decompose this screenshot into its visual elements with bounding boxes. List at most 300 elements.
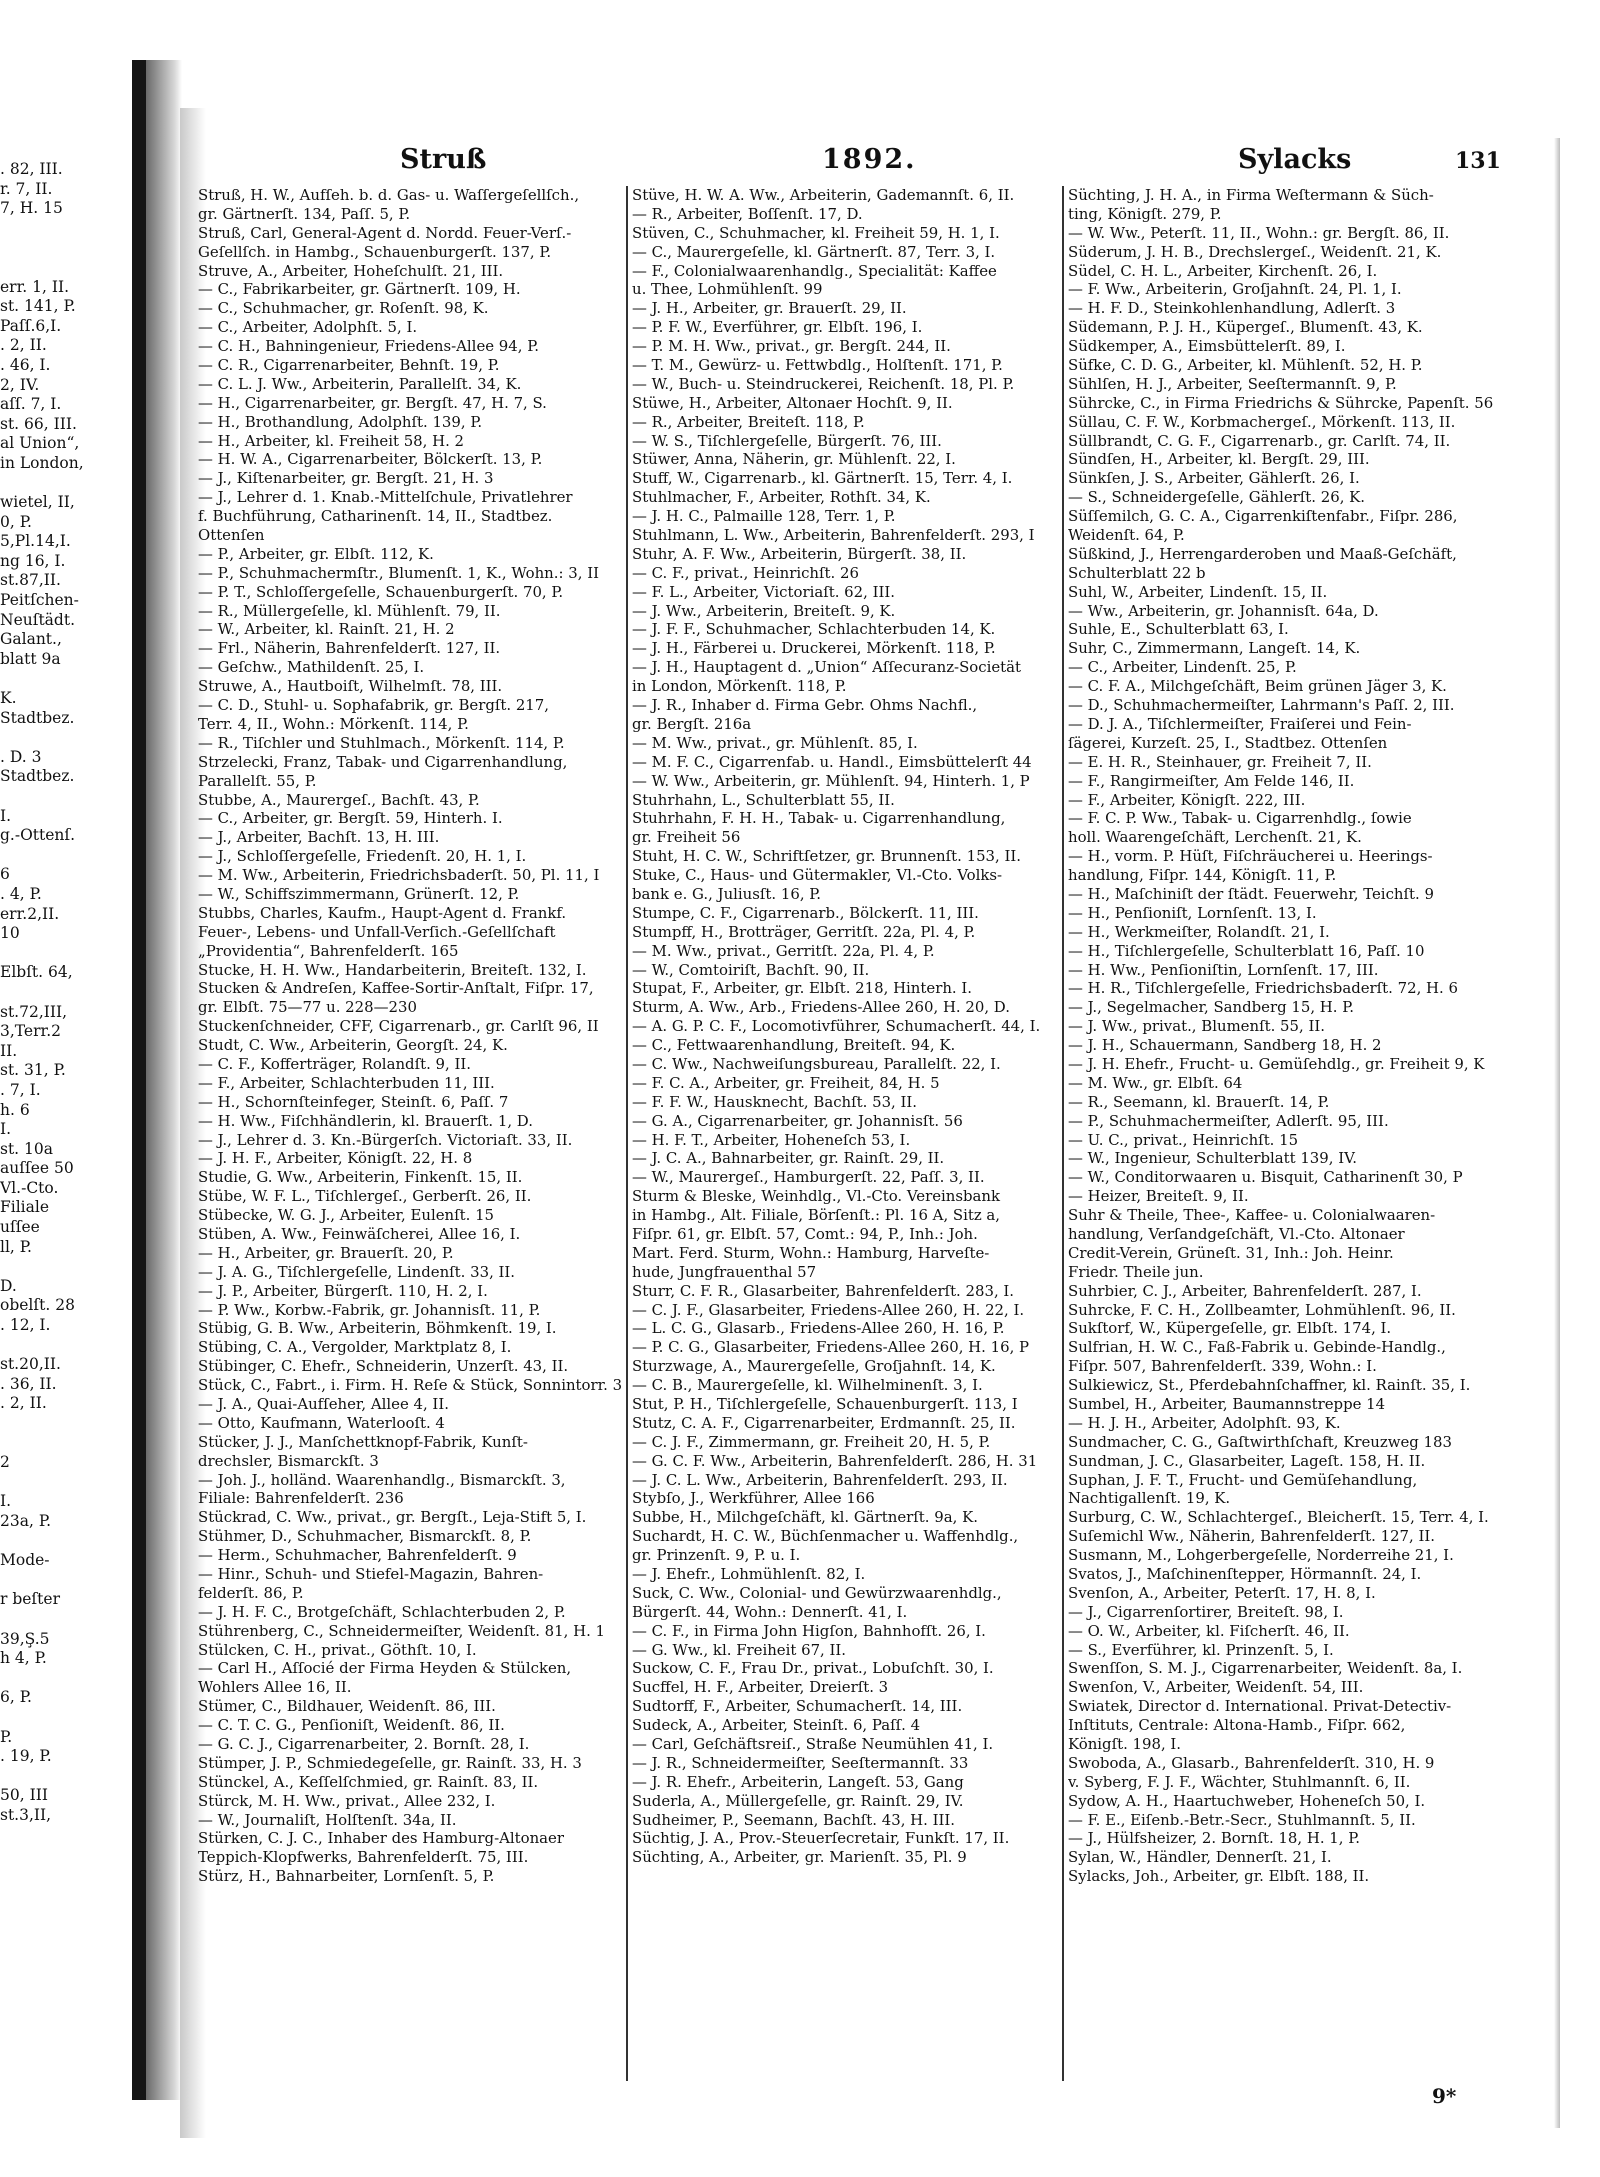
fragment-line: Neuſtädt. <box>0 610 76 629</box>
directory-entry-line: Subbe, H., Milchgeſchäft, kl. Gärtnerſt. 9a, K. <box>632 1508 978 1527</box>
fragment-line: 0, P. <box>0 512 32 531</box>
fragment-line: blatt 9a <box>0 649 61 668</box>
directory-entry-line: — H. J. H., Arbeiter, Adolphſt. 93, K. <box>1068 1413 1341 1432</box>
directory-entry-line: Süderum, J. H. B., Drechslergeſ., Weidenſt. 21, K. <box>1068 242 1442 261</box>
directory-entry-line: Königſt. 198, I. <box>1068 1735 1182 1754</box>
directory-entry-line: Suderla, A., Müllergeſelle, gr. Rainſt. 29, IV. <box>632 1791 964 1810</box>
directory-entry-line: Wohlers Allee 16, II. <box>198 1678 352 1697</box>
fragment-line <box>0 787 130 807</box>
directory-entry-line: Friedr. Theile jun. <box>1068 1262 1204 1281</box>
directory-entry-line: Suhrcke, F. C. H., Zollbeamter, Lohmühlenſt. 96, II. <box>1068 1300 1456 1319</box>
directory-entry-line: — H., Penſioniſt, Lornſenſt. 13, I. <box>1068 903 1317 922</box>
directory-entry-line: — W. Ww., Peterſt. 11, II., Wohn.: gr. Bergſt. 86, II. <box>1068 223 1450 242</box>
directory-entry-line: — W., Maurergeſ., Hamburgerſt. 22, Paſſ. 3, II. <box>632 1168 985 1187</box>
directory-entry-line: — J. H., Schauermann, Sandberg 18, H. 2 <box>1068 1036 1382 1055</box>
fragment-line: 6 <box>0 865 10 884</box>
directory-entry-line: — R., Seemann, kl. Brauerſt. 14, P. <box>1068 1092 1330 1111</box>
directory-entry-line: — J. R., Schneidermeiſter, Seeſtermannſt. 33 <box>632 1753 969 1772</box>
directory-entry-line: Struwe, A., Hautboiſt, Wilhelmſt. 78, III. <box>198 677 503 696</box>
directory-entry-line: — J. H. Ehefr., Frucht- u. Gemüſehdlg., gr. Freiheit 9, K <box>1068 1054 1485 1073</box>
fragment-line: K. <box>0 689 17 708</box>
directory-entry-line: — C. Ww., Nachweiſungsbureau, Parallelſt. 22, I. <box>632 1054 1001 1073</box>
directory-entry-line: Sylacks, Joh., Arbeiter, gr. Elbſt. 188, II. <box>1068 1867 1370 1886</box>
fragment-line: Stadtbez. <box>0 767 75 786</box>
directory-entry-line: Sundmacher, C. G., Gaſtwirthſchaft, Kreuzweg 183 <box>1068 1432 1452 1451</box>
directory-entry-line: — J., Arbeiter, Bachſt. 13, H. III. <box>198 828 440 847</box>
fragment-line: wietel, II, <box>0 493 75 512</box>
directory-entry-line: — G. Ww., kl. Freiheit 67, II. <box>632 1640 847 1659</box>
fragment-line: st. 66, III. <box>0 414 77 433</box>
directory-entry-line: Stüwe, H., Arbeiter, Altonaer Hochſt. 9, II. <box>632 393 953 412</box>
fragment-line: st.20,II. <box>0 1355 61 1374</box>
directory-entry-line: Süllau, C. F. W., Korbmachergeſ., Mörkenſt. 113, II. <box>1068 412 1456 431</box>
directory-entry-line: — P. T., Schloſſergeſelle, Schauenburgerſt. 70, P. <box>198 582 564 601</box>
fragment-line: h. 6 <box>0 1100 30 1119</box>
directory-entry-line: — Herm., Schuhmacher, Bahrenfelderſt. 9 <box>198 1546 517 1565</box>
directory-entry-line: — R., Tiſchler und Stuhlmach., Mörkenſt. 114, P. <box>198 733 565 752</box>
fragment-line <box>0 1434 130 1454</box>
directory-entry-line: Stübig, G. B. Ww., Arbeiterin, Böhmkenſt. 19, I. <box>198 1319 557 1338</box>
directory-entry-line: Stubbs, Charles, Kaufm., Haupt-Agent d. Frankf. <box>198 903 567 922</box>
directory-entry-line: — O. W., Arbeiter, kl. Fiſcherſt. 46, II. <box>1068 1621 1350 1640</box>
fragment-line <box>0 1336 130 1356</box>
fragment-line: uſſee <box>0 1218 40 1237</box>
book-spine <box>132 60 146 2100</box>
fragment-line: obelſt. 28 <box>0 1296 75 1315</box>
directory-entry-line: Swiatek, Director d. International. Privat-Detectiv- <box>1068 1697 1452 1716</box>
fragment-line: Paſſ.6,I. <box>0 316 62 335</box>
directory-entry-line: — G. A., Cigarrenarbeiter, gr. Johannisſt. 56 <box>632 1111 963 1130</box>
directory-entry-line: — S., Schneidergeſelle, Gählerſt. 26, K. <box>1068 488 1366 507</box>
directory-entry-line: Fiſpr. 61, gr. Elbſt. 57, Comt.: 94, P., Inh.: Joh. <box>632 1224 978 1243</box>
directory-entry-line: — J. Ehefr., Lohmühlenſt. 82, I. <box>632 1565 866 1584</box>
column-rule-1 <box>626 186 628 2081</box>
directory-entry-line: f. Buchführung, Catharinenſt. 14, II., Stadtbez. <box>198 507 553 526</box>
directory-entry-line: — C. J. F., Zimmermann, gr. Freiheit 20, H. 5, P. <box>632 1432 991 1451</box>
directory-entry-line: Sumbel, H., Arbeiter, Baumannstreppe 14 <box>1068 1395 1386 1413</box>
directory-entry-line: Suphan, J. F. T., Frucht- und Gemüſehandlung, <box>1068 1470 1418 1489</box>
fragment-line: r. 7, II. <box>0 179 53 198</box>
directory-entry-line: — H., Tiſchlergeſelle, Schulterblatt 16, Paſſ. 10 <box>1068 941 1425 960</box>
directory-entry-line: Suck, C. Ww., Colonial- und Gewürzwaarenhdlg., <box>632 1583 1002 1602</box>
fragment-line: 2, IV. <box>0 375 40 394</box>
running-header <box>210 144 1515 182</box>
directory-entry-line: Swenſon, V., Arbeiter, Weidenſt. 54, III. <box>1068 1678 1364 1697</box>
directory-entry-line: Stübecke, W. G. J., Arbeiter, Eulenſt. 15 <box>198 1206 495 1225</box>
directory-entry-line: — F. L., Arbeiter, Victoriaſt. 62, III. <box>632 582 895 601</box>
directory-entry-line: Sudtorff, F., Arbeiter, Schumacherſt. 14, III. <box>632 1697 963 1716</box>
directory-entry-line: Suſemichl Ww., Näherin, Bahrenfelderſt. 127, II. <box>1068 1527 1435 1546</box>
fragment-line: auſſee 50 <box>0 1159 74 1178</box>
directory-entry-line: — C. R., Cigarrenarbeiter, Behnſt. 19, P. <box>198 356 500 375</box>
directory-entry-line: — J., Cigarrenſortirer, Breiteſt. 98, I. <box>1068 1602 1344 1621</box>
directory-entry-line: — P., Schuhmachermeiſter, Adlerſt. 95, III. <box>1068 1111 1389 1130</box>
fragment-line <box>0 474 130 494</box>
fragment-line: . 82, III. <box>0 160 63 178</box>
directory-entry-line: — J. H., Färberei u. Druckerei, Mörkenſt. 118, P. <box>632 639 996 658</box>
fragment-line <box>0 1414 130 1434</box>
directory-entry-line: — C., Arbeiter, Lindenſt. 25, P. <box>1068 658 1297 677</box>
directory-entry-line: Surburg, C. W., Schlachtergeſ., Bleicherſt. 15, Terr. 4, I. <box>1068 1508 1489 1527</box>
directory-entry-line: Suhle, E., Schulterblatt 63, I. <box>1068 620 1289 639</box>
page-number: 131 <box>1455 148 1501 174</box>
directory-entry-line: Terr. 4, II., Wohn.: Mörkenſt. 114, P. <box>198 714 469 733</box>
fragment-line: st. 10a <box>0 1139 54 1158</box>
directory-entry-line: Stüven, C., Schuhmacher, kl. Freiheit 59, H. 1, I. <box>632 223 1000 242</box>
fragment-line <box>0 1610 130 1630</box>
directory-entry-line: Credit-Verein, Grüneſt. 31, Inh.: Joh. Heinr. <box>1068 1243 1394 1262</box>
directory-entry-line: Stünckel, A., Keſſelſchmied, gr. Rainſt. 83, II. <box>198 1772 539 1791</box>
directory-entry-line: — C. F., Kofferträger, Rolandſt. 9, II. <box>198 1054 471 1073</box>
fragment-line: I. <box>0 1120 12 1139</box>
signature-mark: 9* <box>1432 2084 1457 2108</box>
directory-entry-line: Ottenſen <box>198 526 265 545</box>
fragment-line <box>0 1571 130 1591</box>
directory-entry-line: Süſſemilch, G. C. A., Cigarrenkiſtenfabr., Fiſpr. 286, <box>1068 507 1458 526</box>
directory-entry-line: — F. C. A., Arbeiter, gr. Freiheit, 84, H. 5 <box>632 1073 940 1092</box>
page-edge <box>1554 138 1560 2128</box>
directory-entry-line: — E. H. R., Steinhauer, gr. Freiheit 7, II. <box>1068 752 1372 771</box>
fragment-line <box>0 669 130 689</box>
directory-entry-line: — J., Kiſtenarbeiter, gr. Bergſt. 21, H. 3 <box>198 469 494 488</box>
directory-entry-line: — J., Hülfsheizer, 2. Bornſt. 18, H. 1, P. <box>1068 1829 1360 1848</box>
directory-entry-line: — J. H., Arbeiter, gr. Brauerſt. 29, II. <box>632 299 907 318</box>
directory-entry-line: — M. F. C., Cigarrenfab. u. Handl., Eimsbüttelerſt 44 <box>632 752 1032 771</box>
directory-entry-line: ſägerei, Kurzeſt. 25, I., Stadtbez. Ottenſen <box>1068 733 1388 752</box>
directory-entry-line: Süßkind, J., Herrengarderoben und Maaß-Geſchäft, <box>1068 544 1457 563</box>
directory-entry-line: — Carl, Geſchäftsreiſ., Straße Neumühlen 41, I. <box>632 1735 994 1754</box>
directory-entry-line: Stübe, W. F. L., Tiſchlergeſ., Gerberſt. 26, II. <box>198 1187 532 1206</box>
directory-entry-line: — J. R., Inhaber d. Firma Gebr. Ohms Nachfl., <box>632 696 978 715</box>
directory-entry-line: — J. A. G., Tiſchlergeſelle, Lindenſt. 33, II. <box>198 1262 516 1281</box>
directory-entry-line: Suhr & Theile, Thee-, Kaffee- u. Colonialwaaren- <box>1068 1206 1436 1225</box>
facing-page-text <box>0 160 130 1825</box>
fragment-line: 10 <box>0 924 20 943</box>
fragment-line: r beſter <box>0 1590 60 1609</box>
fragment-line <box>0 1257 130 1277</box>
fragment-line: in London, <box>0 453 84 472</box>
directory-entry-line: Sünkſen, J. S., Arbeiter, Gählerſt. 26, I. <box>1068 469 1360 488</box>
directory-entry-line: — W., Comtoiriſt, Bachſt. 90, II. <box>632 960 870 979</box>
directory-entry-line: — P. Ww., Korbw.-Fabrik, gr. Johannisſt. 11, P. <box>198 1300 541 1319</box>
fragment-line <box>0 728 130 748</box>
directory-entry-line: gr. Gärtnerſt. 134, Paſſ. 5, P. <box>198 204 411 223</box>
directory-entry-line: Stüve, H. W. A. Ww., Arbeiterin, Gademannſt. 6, II. <box>632 186 1015 204</box>
directory-entry-line: — F. F. W., Hausknecht, Bachſt. 53, II. <box>632 1092 918 1111</box>
directory-entry-line: — M. Ww., privat., gr. Mühlenſt. 85, I. <box>632 733 918 752</box>
directory-entry-line: Stuff, W., Cigarrenarb., kl. Gärtnerſt. 15, Terr. 4, I. <box>632 469 1013 488</box>
directory-entry-line: — P. F. W., Everführer, gr. Elbſt. 196, I. <box>632 318 923 337</box>
directory-entry-line: — J. F. F., Schuhmacher, Schlachterbuden 14, K. <box>632 620 996 639</box>
directory-entry-line: Stuke, C., Haus- und Gütermakler, Vl.-Cto. Volks- <box>632 866 1003 885</box>
directory-entry-line: — G. C. J., Cigarrenarbeiter, 2. Bornſt. 28, I. <box>198 1735 530 1754</box>
directory-entry-line: Stückrad, C. Ww., privat., gr. Bergſt., Leja-Stift 5, I. <box>198 1508 587 1527</box>
fragment-line: . 4, P. <box>0 884 42 903</box>
directory-entry-line: Südkemper, A., Eimsbüttelerſt. 89, I. <box>1068 337 1346 356</box>
directory-entry-line: Stucken & Andreſen, Kaffee-Sortir-Anſtalt, Fiſpr. 17, <box>198 979 594 998</box>
directory-entry-line: Stumpff, H., Brotträger, Gerritſt. 22a, Pl. 4, P. <box>632 922 976 941</box>
directory-entry-line: Geſellſch. in Hambg., Schauenburgerſt. 137, P. <box>198 242 552 261</box>
directory-entry-line: — G. C. F. Ww., Arbeiterin, Bahrenfelderſt. 286, H. 31 <box>632 1451 1038 1470</box>
directory-entry-line: — C., Arbeiter, Adolphſt. 5, I. <box>198 318 418 337</box>
directory-entry-line: Svatos, J., Maſchinenſtepper, Hörmannſt. 24, I. <box>1068 1565 1422 1584</box>
directory-entry-line: — H., Cigarrenarbeiter, gr. Bergſt. 47, H. 7, S. <box>198 393 547 412</box>
directory-entry-line: Sturm & Bleske, Weinhdlg., Vl.-Cto. Vereinsbank <box>632 1187 1001 1206</box>
directory-entry-line: Mart. Ferd. Sturm, Wohn.: Hamburg, Harveſte- <box>632 1243 990 1262</box>
directory-entry-line: — P. M. H. Ww., privat., gr. Bergſt. 244, II. <box>632 337 951 356</box>
directory-entry-line: — C., Maurergeſelle, kl. Gärtnerſt. 87, Terr. 3, I. <box>632 242 996 261</box>
fragment-line: err. 1, II. <box>0 277 70 296</box>
fragment-line: 6, P. <box>0 1688 32 1707</box>
fragment-line: Filiale <box>0 1198 49 1217</box>
directory-entry-line: Südemann, P. J. H., Küpergeſ., Blumenſt. 43, K. <box>1068 318 1423 337</box>
directory-entry-line: — M. Ww., Arbeiterin, Friedrichsbaderſt. 50, Pl. 11, I <box>198 866 600 885</box>
fragment-line: I. <box>0 1492 12 1511</box>
directory-entry-line: Stührenberg, C., Schneidermeiſter, Weidenſt. 81, H. 1 <box>198 1621 606 1640</box>
directory-entry-line: ting, Königſt. 279, P. <box>1068 204 1222 223</box>
directory-entry-line: Stuckenſchneider, CFF, Cigarrenarb., gr. Carlſt 96, II <box>198 1017 599 1036</box>
directory-entry-line: Susmann, M., Lohgerbergeſelle, Norderreihe 21, I. <box>1068 1546 1454 1565</box>
fragment-line: 5,Pl.14,I. <box>0 532 71 551</box>
fragment-line: ll, P. <box>0 1237 32 1256</box>
fragment-line <box>0 944 130 964</box>
directory-entry-line: — D. J. A., Tiſchlermeiſter, Fraiſerei und Fein- <box>1068 714 1412 733</box>
directory-entry-line: — J., Schloſſergeſelle, Friedenſt. 20, H. 1, I. <box>198 847 527 866</box>
directory-entry-line: Swoboda, A., Glasarb., Bahrenfelderſt. 310, H. 9 <box>1068 1753 1435 1772</box>
directory-entry-line: — C. J. F., Glasarbeiter, Friedens-Allee 260, H. 22, I. <box>632 1300 1025 1319</box>
directory-entry-line: — R., Arbeiter, Breiteſt. 118, P. <box>632 412 865 431</box>
directory-entry-line: Suhrbier, C. J., Arbeiter, Bahrenfelderſt. 287, I. <box>1068 1281 1422 1300</box>
directory-entry-line: — J. H. F. C., Brotgeſchäft, Schlachterbuden 2, P. <box>198 1602 566 1621</box>
directory-entry-line: Stuht, H. C. W., Schriftſetzer, gr. Brunnenſt. 153, II. <box>632 847 1021 866</box>
header-year: 1892. <box>822 144 917 175</box>
directory-entry-line: in Hambg., Alt. Filiale, Börſenſt.: Pl. 16 A, Sitz a, <box>632 1206 1001 1225</box>
directory-entry-line: Fiſpr. 507, Bahrenfelderſt. 339, Wohn.: I. <box>1068 1357 1377 1376</box>
fragment-line: Galant., <box>0 630 62 649</box>
directory-entry-line: Stübing, C. A., Vergolder, Marktplatz 8, I. <box>198 1338 512 1357</box>
directory-entry-line: Studie, G. Ww., Arbeiterin, Finkenſt. 15, II. <box>198 1168 523 1187</box>
directory-entry-line: v. Syberg, F. J. F., Wächter, Stuhlmannſt. 6, II. <box>1068 1772 1411 1791</box>
directory-page <box>180 108 1560 2138</box>
directory-entry-line: Struß, H. W., Aufſeh. b. d. Gas- u. Waſſergeſellſch., <box>198 186 580 204</box>
fragment-line: 7, H. 15 <box>0 199 63 218</box>
fragment-line: Elbſt. 64, <box>0 963 73 982</box>
fragment-line: 39,Ş.5 <box>0 1629 50 1648</box>
fragment-line: Stadtbez. <box>0 708 75 727</box>
directory-entry-line: Stücker, J. J., Manſchettknopf-Fabrik, Kunſt- <box>198 1432 528 1451</box>
directory-entry-line: Südel, C. H. L., Arbeiter, Kirchenſt. 26, I. <box>1068 261 1378 280</box>
directory-entry-line: Sudheimer, P., Seemann, Bachſt. 43, H. III. <box>632 1810 955 1829</box>
directory-entry-line: — H., Schornſteinfeger, Steinſt. 6, Paſſ. 7 <box>198 1092 509 1111</box>
directory-entry-line: — F., Rangirmeiſter, Am Felde 146, II. <box>1068 771 1355 790</box>
fragment-line: . 46, I. <box>0 355 51 374</box>
directory-entry-line: — J. Ww., Arbeiterin, Breiteſt. 9, K. <box>632 601 896 620</box>
directory-entry-line: — L. C. G., Glasarb., Friedens-Allee 260, H. 16, P. <box>632 1319 1005 1338</box>
fragment-line: . 2, II. <box>0 336 47 355</box>
fragment-line <box>0 1669 130 1689</box>
directory-entry-line: — J. C. L. Ww., Arbeiterin, Bahrenfelderſt. 293, II. <box>632 1470 1008 1489</box>
directory-entry-line: — W. Ww., Arbeiterin, gr. Mühlenſt. 94, Hinterh. 1, P <box>632 771 1030 790</box>
directory-entry-line: — F. Ww., Arbeiterin, Groſjahnſt. 24, Pl. 1, I. <box>1068 280 1402 299</box>
directory-entry-line: Stürck, M. H. Ww., privat., Allee 232, I. <box>198 1791 496 1810</box>
directory-entry-line: Stück, C., Fabrt., i. Firm. H. Reſe & Stück, Sonnintorr. 3 <box>198 1376 623 1395</box>
facing-page-fragment <box>0 0 190 2177</box>
directory-entry-line: Stuhlmann, L. Ww., Arbeiterin, Bahrenfelderſt. 293, I <box>632 526 1035 545</box>
column-rule-2 <box>1062 186 1064 2081</box>
directory-entry-line: Suchardt, H. C. W., Büchſenmacher u. Waffenhdlg., <box>632 1527 1019 1546</box>
directory-entry-line: Sulfrian, H. W. C., Faß-Fabrik u. Gebinde-Handlg., <box>1068 1338 1446 1357</box>
directory-entry-line: — Frl., Näherin, Bahrenfelderſt. 127, II. <box>198 639 501 658</box>
directory-entry-line: — J. P., Arbeiter, Bürgerſt. 110, H. 2, I. <box>198 1281 488 1300</box>
fragment-line <box>0 983 130 1003</box>
gutter-shadow <box>146 60 182 2100</box>
directory-entry-line: — C. B., Maurergeſelle, kl. Wilhelminenſt. 3, I. <box>632 1376 983 1395</box>
directory-entry-line: — H., Werkmeiſter, Rolandſt. 21, I. <box>1068 922 1330 941</box>
directory-entry-line: Sturzwage, A., Maurergeſelle, Groſjahnſt. 14, K. <box>632 1357 996 1376</box>
directory-entry-line: — H., Maſchiniſt der ſtädt. Feuerwehr, Teichſt. 9 <box>1068 884 1434 903</box>
directory-entry-line: — F. C. P. Ww., Tabak- u. Cigarrenhdlg., ſowie <box>1068 809 1412 828</box>
directory-entry-line: gr. Freiheit 56 <box>632 828 741 847</box>
fragment-line <box>0 1473 130 1493</box>
fragment-line: err.2,II. <box>0 904 60 923</box>
fragment-line: D. <box>0 1276 17 1295</box>
directory-entry-line: Inſtituts, Centrale: Altona-Hamb., Fiſpr. 662, <box>1068 1716 1406 1735</box>
directory-entry-line: — Heizer, Breiteſt. 9, II. <box>1068 1187 1249 1206</box>
directory-entry-line: — W., Schiffszimmermann, Grünerſt. 12, P. <box>198 884 520 903</box>
directory-entry-line: — C. L. J. Ww., Arbeiterin, Parallelſt. 34, K. <box>198 374 522 393</box>
directory-entry-line: — Ww., Arbeiterin, gr. Johannisſt. 64a, D. <box>1068 601 1379 620</box>
directory-entry-line: Stülcken, C. H., privat., Göthſt. 10, I. <box>198 1640 477 1659</box>
column-2 <box>632 186 1060 1867</box>
directory-entry-line: Sucffel, H. F., Arbeiter, Dreierſt. 3 <box>632 1678 889 1697</box>
directory-entry-line: gr. Bergſt. 216a <box>632 714 752 733</box>
directory-entry-line: — W., Journaliſt, Holſtenſt. 34a, II. <box>198 1810 457 1829</box>
directory-entry-line: Stüwer, Anna, Näherin, gr. Mühlenſt. 22, I. <box>632 450 956 469</box>
fragment-line: st. 31, P. <box>0 1061 66 1080</box>
directory-entry-line: u. Thee, Lohmühlenſt. 99 <box>632 280 823 299</box>
directory-entry-line: — J., Lehrer d. 1. Knab.-Mittelſchule, Privatlehrer <box>198 488 573 507</box>
directory-entry-line: Stuhrhahn, L., Schulterblatt 55, II. <box>632 790 895 809</box>
directory-entry-line: — Geſchw., Mathildenſt. 25, I. <box>198 658 425 677</box>
directory-entry-line: — F. E., Eiſenb.-Betr.-Secr., Stuhlmannſt. 5, II. <box>1068 1810 1416 1829</box>
directory-entry-line: „Providentia“, Bahrenfelderſt. 165 <box>198 941 459 960</box>
directory-entry-line: — J. C. A., Bahnarbeiter, gr. Rainſt. 29, II. <box>632 1149 945 1168</box>
directory-entry-line: Stühmer, D., Schuhmacher, Bismarckſt. 8, P. <box>198 1527 532 1546</box>
directory-entry-line: Stuhlmacher, F., Arbeiter, Rothſt. 34, K. <box>632 488 931 507</box>
directory-entry-line: — W., Arbeiter, kl. Rainſt. 21, H. 2 <box>198 620 455 639</box>
directory-entry-line: bank e. G., Juliusſt. 16, P. <box>632 884 822 903</box>
directory-entry-line: — C., Fettwaarenhandlung, Breiteſt. 94, K. <box>632 1036 956 1055</box>
fragment-line: II. <box>0 1041 18 1060</box>
directory-entry-line: Nachtigallenſt. 19, K. <box>1068 1489 1231 1508</box>
directory-entry-line: Strzelecki, Franz, Tabak- und Cigarrenhandlung, <box>198 752 568 771</box>
directory-entry-line: Stübinger, C. Ehefr., Schneiderin, Unzerſt. 43, II. <box>198 1357 569 1376</box>
directory-entry-line: Stümper, J. P., Schmiedegeſelle, gr. Rainſt. 33, H. 3 <box>198 1753 582 1772</box>
directory-entry-line: Sührcke, C., in Firma Friedrichs & Sührcke, Papenſt. 56 <box>1068 393 1494 412</box>
directory-entry-line: Stürken, C. J. C., Inhaber des Hamburg-Altonaer <box>198 1829 564 1848</box>
directory-entry-line: — H. W. A., Cigarrenarbeiter, Bölckerſt. 13, P. <box>198 450 543 469</box>
directory-entry-line: — P. C. G., Glasarbeiter, Friedens-Allee 260, H. 16, P <box>632 1338 1030 1357</box>
directory-entry-line: Stut, P. H., Tiſchlergeſelle, Schauenburgerſt. 113, I <box>632 1395 1018 1413</box>
directory-entry-line: Süchting, J. H. A., in Firma Weſtermann & Süch- <box>1068 186 1434 204</box>
directory-entry-line: Stuhrhahn, F. H. H., Tabak- u. Cigarrenhandlung, <box>632 809 1006 828</box>
fragment-line: Mode- <box>0 1551 50 1570</box>
directory-entry-line: — Carl H., Aſſocié der Firma Heyden & Stülcken, <box>198 1659 572 1678</box>
directory-entry-line: gr. Prinzenſt. 9, P. u. I. <box>632 1546 801 1565</box>
directory-entry-line: — J., Lehrer d. 3. Kn.-Bürgerſch. Victoriaſt. 33, II. <box>198 1130 573 1149</box>
fragment-line: st.87,II. <box>0 571 61 590</box>
fragment-line: aſſ. 7, I. <box>0 395 62 414</box>
fragment-line <box>0 1532 130 1552</box>
directory-entry-line: — C. D., Stuhl- u. Sophafabrik, gr. Bergſt. 217, <box>198 696 549 715</box>
fragment-line: h 4, P. <box>0 1649 47 1668</box>
column-3 <box>1068 186 1508 1886</box>
directory-entry-line: — H. Ww., Fiſchhändlerin, kl. Brauerſt. 1, D. <box>198 1111 533 1130</box>
directory-entry-line: Sukſtorf, W., Küpergeſelle, gr. Elbſt. 174, I. <box>1068 1319 1392 1338</box>
directory-entry-line: — H. Ww., Penſioniſtin, Lornſenſt. 17, III. <box>1068 960 1379 979</box>
directory-entry-line: Stupat, F., Arbeiter, gr. Elbſt. 218, Hinterh. I. <box>632 979 972 998</box>
directory-entry-line: — F., Arbeiter, Königſt. 222, III. <box>1068 790 1306 809</box>
directory-entry-line: — J. R. Ehefr., Arbeiterin, Langeſt. 53, Gang <box>632 1772 964 1791</box>
directory-entry-line: Struß, Carl, General-Agent d. Nordd. Feuer-Verſ.- <box>198 223 572 242</box>
directory-entry-line: — H., vorm. P. Hüſt, Fiſchräucherei u. Heerings- <box>1068 847 1433 866</box>
directory-entry-line: — R., Müllergeſelle, kl. Mühlenſt. 79, II. <box>198 601 501 620</box>
directory-entry-line: in London, Mörkenſt. 118, P. <box>632 677 847 696</box>
directory-entry-line: — H., Brothandlung, Adolphſt. 139, P. <box>198 412 483 431</box>
fragment-line: . 12, I. <box>0 1316 51 1335</box>
directory-entry-line: Suhr, C., Zimmermann, Langeſt. 14, K. <box>1068 639 1361 658</box>
fragment-line: . 2, II. <box>0 1394 47 1413</box>
fragment-line: st.3,II, <box>0 1805 52 1824</box>
directory-entry-line: Suckow, C. F., Frau Dr., privat., Lobuſchſt. 30, I. <box>632 1659 994 1678</box>
directory-entry-line: Filiale: Bahrenfelderſt. 236 <box>198 1489 404 1508</box>
directory-entry-line: Swenſſon, S. M. J., Cigarrenarbeiter, Weidenſt. 8a, I. <box>1068 1659 1463 1678</box>
directory-entry-line: gr. Elbſt. 75—77 u. 228—230 <box>198 998 417 1017</box>
directory-entry-line: — Joh. J., holländ. Waarenhandlg., Bismarckſt. 3, <box>198 1470 566 1489</box>
directory-entry-line: — Hinr., Schuh- und Stiefel-Magazin, Bahren- <box>198 1565 544 1584</box>
directory-entry-line: — W. S., Tiſchlergeſelle, Bürgerſt. 76, III. <box>632 431 942 450</box>
directory-entry-line: Stüben, A. Ww., Feinwäſcherei, Allee 16, I. <box>198 1224 521 1243</box>
directory-entry-line: — Otto, Kaufmann, Waterlooſt. 4 <box>198 1413 445 1432</box>
directory-entry-line: Struve, A., Arbeiter, Hoheſchulſt. 21, III. <box>198 261 504 280</box>
directory-entry-line: — J., Segelmacher, Sandberg 15, H. P. <box>1068 998 1354 1017</box>
directory-entry-line: — C., Arbeiter, gr. Bergſt. 59, Hinterh. I. <box>198 809 503 828</box>
directory-entry-line: Stürz, H., Bahnarbeiter, Lornſenſt. 5, P. <box>198 1867 495 1886</box>
directory-entry-line: — H. F. D., Steinkohlenhandlung, Adlerſt. 3 <box>1068 299 1396 318</box>
directory-entry-line: Stümer, C., Bildhauer, Weidenſt. 86, III. <box>198 1697 496 1716</box>
fragment-line: . 7, I. <box>0 1080 41 1099</box>
fragment-line <box>0 846 130 866</box>
directory-entry-line: — H. R., Tiſchlergeſelle, Friedrichsbaderſt. 72, H. 6 <box>1068 979 1458 998</box>
fragment-line: Peitſchen- <box>0 591 79 610</box>
directory-entry-line: drechsler, Bismarckſt. 3 <box>198 1451 379 1470</box>
fragment-line: al Union“, <box>0 434 80 453</box>
fragment-line <box>0 219 130 239</box>
fragment-line: . D. 3 <box>0 747 42 766</box>
directory-entry-line: — J. A., Quai-Aufſeher, Allee 4, II. <box>198 1395 449 1413</box>
directory-entry-line: — F., Arbeiter, Schlachterbuden 11, III. <box>198 1073 495 1092</box>
directory-entry-line: — C. H., Bahningenieur, Friedens-Allee 94, P. <box>198 337 539 356</box>
directory-entry-line: Sturr, C. F. R., Glasarbeiter, Bahrenfelderſt. 283, I. <box>632 1281 1015 1300</box>
header-first-entry: Struß <box>400 144 487 175</box>
directory-entry-line: — C., Fabrikarbeiter, gr. Gärtnerſt. 109, H. <box>198 280 521 299</box>
fragment-line: 3,Terr.2 <box>0 1022 62 1041</box>
fragment-line <box>0 1708 130 1728</box>
directory-entry-line: Svenſon, A., Arbeiter, Peterſt. 17, H. 8, I. <box>1068 1583 1376 1602</box>
directory-entry-line: — U. C., privat., Heinrichſt. 15 <box>1068 1130 1299 1149</box>
directory-entry-line: — P., Arbeiter, gr. Elbſt. 112, K. <box>198 544 434 563</box>
directory-entry-line: — W., Conditorwaaren u. Bisquit, Catharinenſt 30, P <box>1068 1168 1463 1187</box>
